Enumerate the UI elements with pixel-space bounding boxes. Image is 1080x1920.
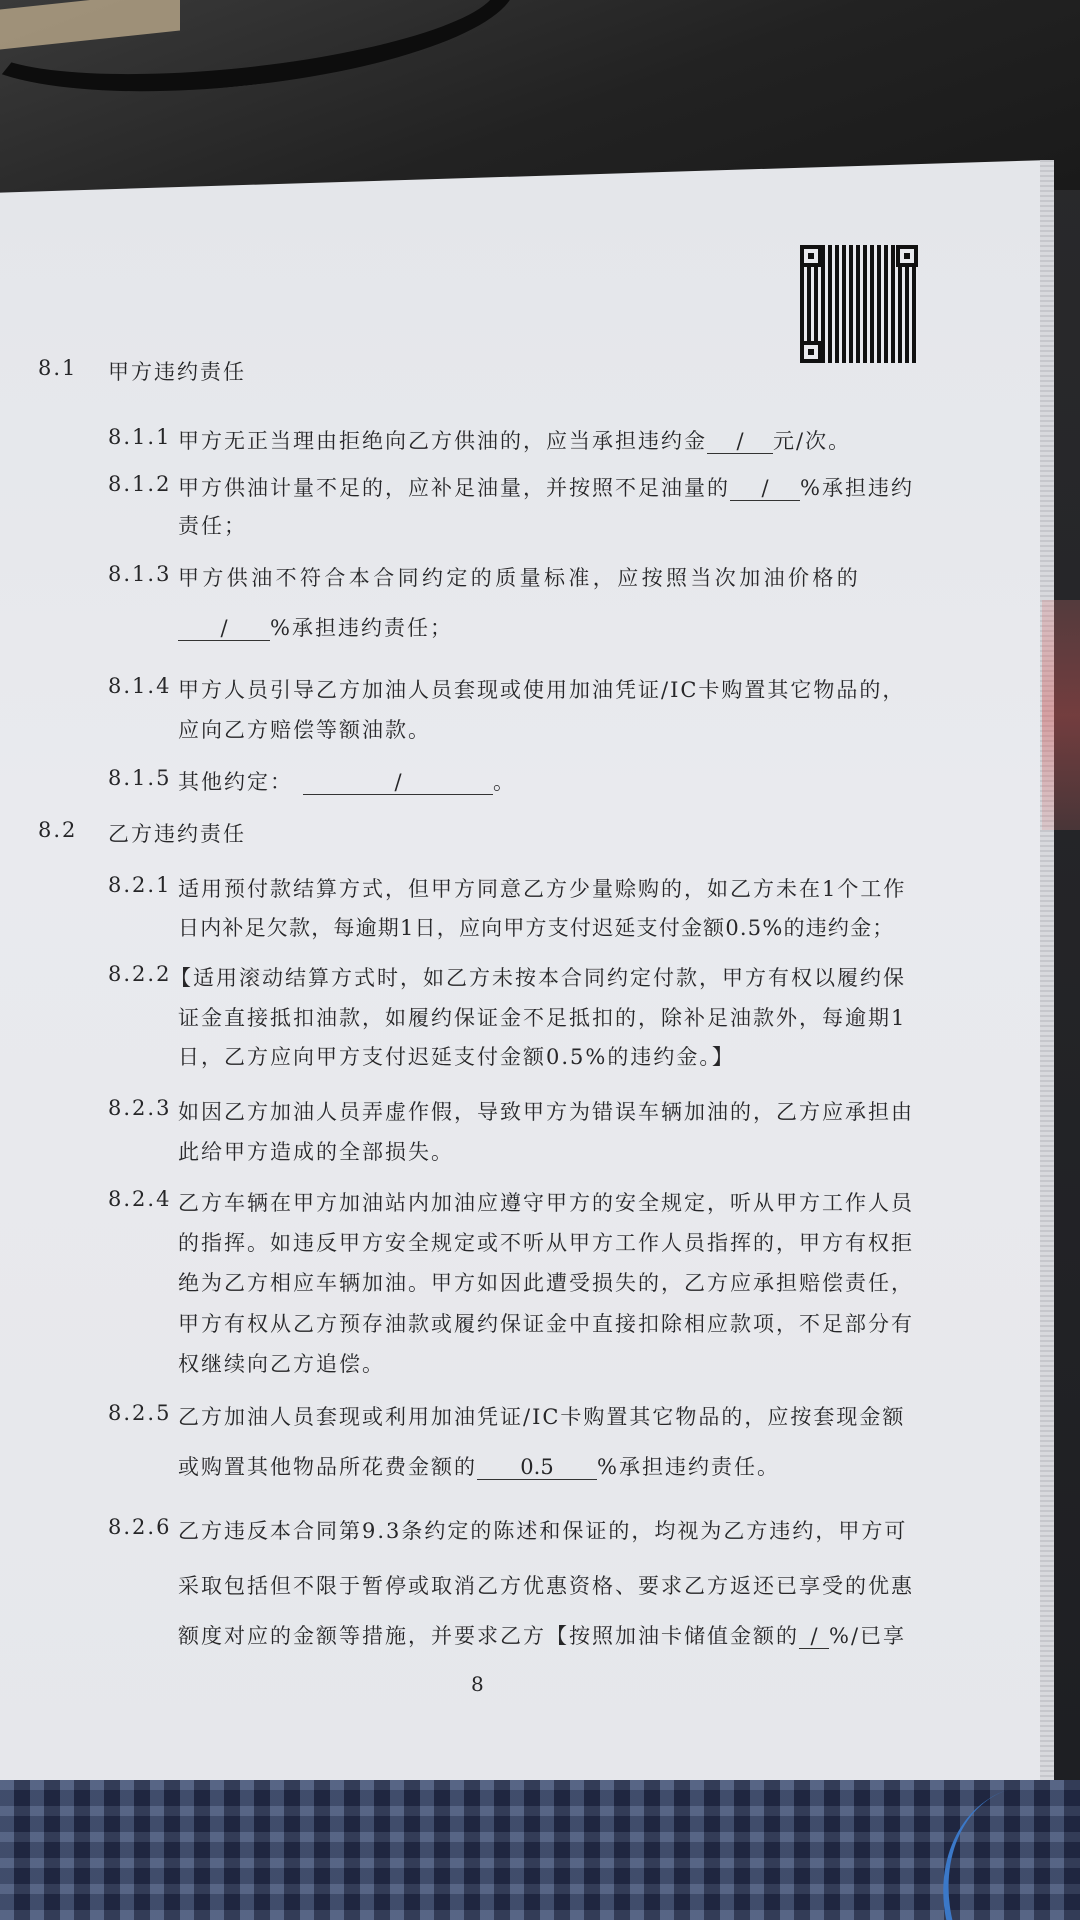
clause-text: 甲方人员引导乙方加油人员套现或使用加油凭证/IC卡购置其它物品的， bbox=[178, 678, 906, 702]
qr-code bbox=[800, 245, 918, 363]
clause-text: 甲方供油不符合本合同约定的质量标准，应按照当次加油价格的 bbox=[178, 566, 862, 590]
page-number: 8 bbox=[471, 1672, 484, 1696]
page-stack-edge bbox=[1040, 160, 1054, 1790]
clause-text: 其他约定： / 。 bbox=[178, 770, 516, 794]
clause-text-line: 权继续向乙方追偿。 bbox=[178, 1352, 385, 1376]
clause-text: 如因乙方加油人员弄虚作假，导致甲方为错误车辆加油的，乙方应承担由 bbox=[178, 1100, 914, 1124]
clause-text-line: 证金直接抵扣油款，如履约保证金不足抵扣的，除补足油款外，每逾期1 bbox=[178, 1006, 907, 1030]
section-title: 乙方违约责任 bbox=[108, 822, 246, 846]
fill-blank: / bbox=[799, 1624, 829, 1649]
clause-number: 8.2.2 bbox=[108, 962, 172, 986]
clause-number: 8.2.3 bbox=[108, 1096, 172, 1120]
clause-text-line: 日，乙方应向甲方支付迟延支付金额0.5%的违约金。】 bbox=[178, 1045, 735, 1069]
clause-number: 8.2.6 bbox=[108, 1515, 172, 1539]
clause-number: 8.1.3 bbox=[108, 562, 172, 586]
clause-text-line: 的指挥。如违反甲方安全规定或不听从甲方工作人员指挥的，甲方有权拒 bbox=[178, 1231, 914, 1255]
clause-text-line: 甲方有权从乙方预存油款或履约保证金中直接扣除相应款项，不足部分有 bbox=[178, 1312, 914, 1336]
clause-text: 乙方违反本合同第9.3条约定的陈述和保证的，均视为乙方违约，甲方可 bbox=[178, 1519, 908, 1543]
clause-text: 适用预付款结算方式，但甲方同意乙方少量赊购的，如乙方未在1个工作 bbox=[178, 877, 907, 901]
clause-number: 8.1.5 bbox=[108, 766, 172, 790]
clause-text-line: 此给甲方造成的全部损失。 bbox=[178, 1140, 454, 1164]
clause-number: 8.2.1 bbox=[108, 873, 172, 897]
fabric-background bbox=[0, 1780, 1080, 1920]
clause-number: 8.2.5 bbox=[108, 1401, 172, 1425]
clause-number: 8.1.2 bbox=[108, 472, 172, 496]
fill-blank: / bbox=[730, 476, 800, 501]
clause-text: 甲方无正当理由拒绝向乙方供油的，应当承担违约金 / 元/次。 bbox=[178, 429, 852, 453]
clause-text: 乙方车辆在甲方加油站内加油应遵守甲方的安全规定，听从甲方工作人员 bbox=[178, 1191, 914, 1215]
clause-text-line: 或购置其他物品所花费金额的 0.5 %承担违约责任。 bbox=[178, 1455, 780, 1479]
fill-blank: / bbox=[707, 429, 773, 454]
clause-number: 8.1.1 bbox=[108, 425, 172, 449]
section-number: 8.2 bbox=[38, 818, 78, 842]
clause-number: 8.1.4 bbox=[108, 674, 172, 698]
clause-text-line: 责任； bbox=[178, 514, 247, 538]
fill-blank: / bbox=[178, 616, 270, 641]
clause-text: 【适用滚动结算方式时，如乙方未按本合同约定付款，甲方有权以履约保 bbox=[170, 966, 906, 990]
clause-number: 8.2.4 bbox=[108, 1187, 172, 1211]
clause-text: 乙方加油人员套现或利用加油凭证/IC卡购置其它物品的，应按套现金额 bbox=[178, 1405, 906, 1429]
clause-text-line: / %承担违约责任； bbox=[178, 612, 453, 642]
clause-text-line: 日内补足欠款，每逾期1日，应向甲方支付迟延支付金额0.5%的违约金； bbox=[178, 916, 895, 940]
fill-blank: / bbox=[303, 770, 493, 795]
clause-text: 甲方供油计量不足的，应补足油量，并按照不足油量的 / %承担违约 bbox=[178, 476, 914, 500]
clause-text-line: 额度对应的金额等措施，并要求乙方【按照加油卡储值金额的 / %/已享 bbox=[178, 1624, 907, 1648]
section-title: 甲方违约责任 bbox=[108, 360, 246, 384]
clause-text-line: 应向乙方赔偿等额油款。 bbox=[178, 718, 431, 742]
fill-blank: 0.5 bbox=[477, 1455, 597, 1480]
red-seal-edge bbox=[1042, 600, 1080, 830]
section-number: 8.1 bbox=[38, 356, 78, 380]
clause-text-line: 采取包括但不限于暂停或取消乙方优惠资格、要求乙方返还已享受的优惠 bbox=[178, 1574, 914, 1598]
clause-text-line: 绝为乙方相应车辆加油。甲方如因此遭受损失的，乙方应承担赔偿责任， bbox=[178, 1271, 914, 1295]
